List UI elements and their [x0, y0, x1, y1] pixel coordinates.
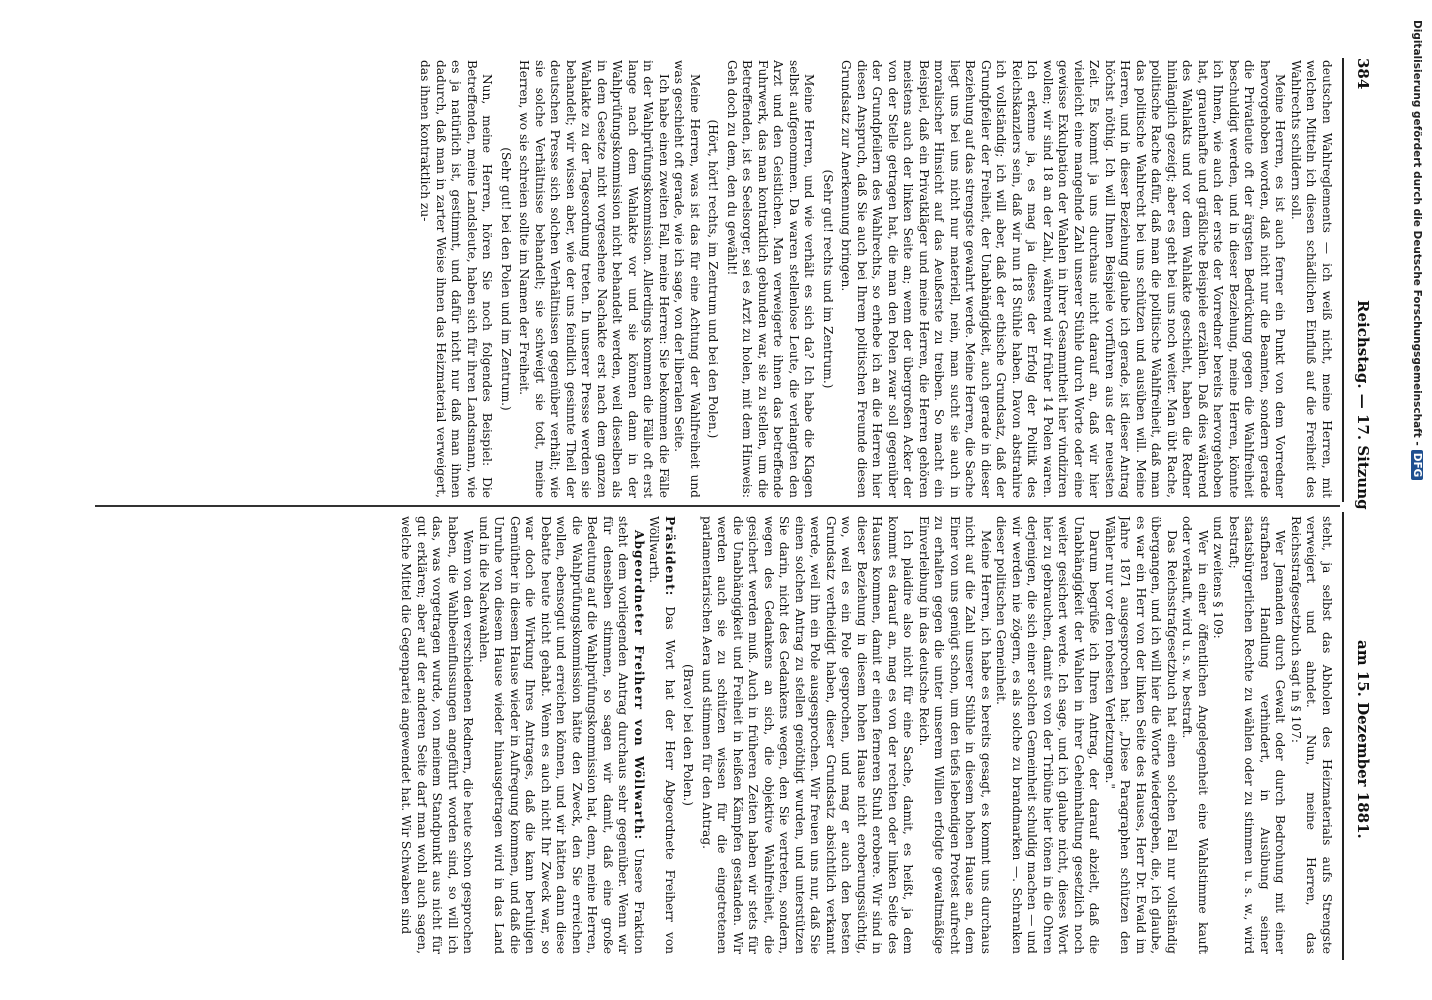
left-column	[94, 60, 1334, 498]
left-column-paragraph: Ich habe einen zweiten Fall, meine Herren: Sie bekommen die Fälle in der Wahlprüfungskommission. Allerdings kommen die Fälle oft erst lange nach dem Wahlakte vor und sie können dann in der Wahlprüfungskommission nicht behandelt werden, weil dieselben als in dem Gesetze nicht vorgesehene Nachakte erst nach dem ganzen Wahlakte zu der Tagesordnung treten. In unserer Presse werden sie behandelt; wir wissen aber, wie der uns feindlich gesinnte Theil der deutschen Presse sich solchen Verhältnissen gegenüber verhält; wie sie solche Verhältnisse behandelt; sie schweigt sie todt, meine Herren, wo sie schreien sollte im Namen der Freiheit.	[517, 60, 671, 498]
left-column-interjection: (Sehr gut! bei den Polen und im Zentrum.)	[499, 147, 513, 411]
speech-text: Unsere Fraktion steht dem vorliegenden Antrag durchaus sehr gegenüber. Wenn wir für denselben stimmen, so sagen wir damit, daß eine große Bedeutung auf die Wahlprüfungskommission hat, denn, meine Herren, die Wahlprüfungskommission hätte den Zweck, den Sie erreichen wollen, ebensogut und erreichen können, und wir hätten dann diese Debatte heute nicht gehabt. Wenn es auch nicht Ihr Zweck war, so war doch die Wirkung Ihres Antrages, daß die kann beruhigen Gemüther in diesem Hause wieder in Aufregung kommen, und daß die Unruhe von diesem Hause wieder hinausgetragen wird in das Land und in die Nachwahlen.	[477, 516, 646, 954]
right-column-paragraph: und zweitens § 109:	[1211, 516, 1226, 639]
right-column-paragraph	[646, 516, 677, 954]
right-column-paragraph: Wer Jemanden durch Gewalt oder durch Bedrohung mit einer strafbaren Handlung verhindert, in Ausübung seiner staatsbürgerlichen Rechte zu wählen oder zu stimmen u. s. w., wird bestraft;	[1227, 516, 1288, 954]
speech-text: Das Wort hat der Herr Abgeordnete Freiherr von Wöllwarth.	[647, 516, 677, 954]
right-column-paragraph: Ich plaidire also nicht für eine Sache, damit, es heißt, ja dem kommt es darauf an, mag es von der rechten oder linken Seite des Hauses kommen, damit er einen ferneren Stuhl erobere. Wir sind in dieser Beziehung in diesem hohen Hause nicht eroberungssüchtig, wo, weil es ein Pole gesprochen, und mag er auch den besten Grundsatz vertheidigt haben, dieser Grundsatz absichtlich verkannt werde, weil ihn ein Pole ausgesprochen. Wir freuen uns nur, daß Sie einen solchen Antrag zu stellen genöthigt wurden, und unterstützen Sie darin, nicht des Gedankens wegen, den Sie vertreten, sondern, wegen des Gedankens an sich, die objektive Wahlfreiheit, die gesichert werden muß. Auch in früheren Zeiten haben wir stets für die Unabhängigkeit und Freiheit in heißen Kämpfen gestanden. Wir werden auch sie zu schützen wissen für die eingetretenen parlamentarischen Aera und stimmen für den Antrag.	[700, 516, 916, 954]
left-column-paragraph: Meine Herren, es ist auch ferner ein Punkt von dem Vorredner hervorgehoben worden, daß nicht nur die Beamten, sondern gerade die Privatleute oft der ärgsten Bedrückung gegen die Wahlfreiheit beschuldigt werden, und in dieser Beziehung, meine Herren, könnte ich Ihnen, wie auch der erste der Vorredner bereits hervorgehoben hat, grauenhafte und gräßliche Beispiele erzählen. Daß dies während des Wahlakts und vor dem Wahlakte geschieht, haben die Redner hinlänglich gezeigt; aber es geht bei uns noch weiter. Man übt Rache, politische Rache dafür, daß man die politische Wahlfreiheit, daß man das politische Wahlrecht bei uns schützen und ausüben will. Meine Herren, und in dieser Beziehung glaube ich gerade, ist dieser Antrag höchst nöthig. Ich will Ihnen Beispiele vorführen aus der neuesten Zeit. Es kommt ja uns durchaus nicht darauf an, daß wir hier vielleicht eine mangelnde Zahl unserer Stühle durch Worte oder eine gewisse Exkulpation der Wahlen in ihrer Gesammtheit hier vindiziren wollen; wir sind 18 an der Zahl, während wir früher 14 Polen waren. Ich erkenne ja, es mag ja dieses der Erfolg der Politik des Reichskanzlers sein, daß wir nun 18 Stühle haben. Davon abstrahire ich vollständig; ich will aber, daß der ethische Grundsatz, daß der Grundpfeiler der Freiheit, der Unabhängigkeit, auch gerade in dieser Beziehung auf das strengste gewahrt werde. Meine Herren, die Sache liegt uns bei uns nicht nur materiell, nein, man sucht sie auch in moralischer Hinsicht auf das Aeußerste zu treiben. So macht ein Beispiel, daß ein Privatkläger und meine Herren, die Herren gehören meistens auch der linken Seite an; wenn der übergroßen Acker der von der Stelle getragen hat, die man den Polen zwar soll gegenüber der Grundpfeilern des Wahlrechts, so erhebe ich an die Herren hier diesen Anspruch, daß Sie auch bei Ihrem politischen Freunde diesen Grundsatz zur Anerkennung bringen.	[839, 60, 1288, 498]
speaker-name: Präsident:	[663, 516, 677, 597]
right-column	[94, 516, 1334, 954]
dfg-credit-text: Digitalisierung gefördert durch die Deutsche Forschungsgemeinschaft -	[1411, 20, 1423, 446]
running-head-right: am 15. Dezember 1881.	[1354, 640, 1372, 839]
right-column-paragraph: Das Reichsstrafgesetzbuch hat einen solchen Fall nur vollständig übergangen, und ich will hier die Worte wiedergeben, die, ich glaube, es war ein Herr von der linken Seite des Hauses, Herr Dr. Ewald im Jahre 1871 ausgesprochen hat: „Diese Paragraphen schützen den Wähler nur vor den rohesten Verletzungen."	[1103, 516, 1179, 954]
left-column-paragraph: Nun, meine Herren, hören Sie noch folgendes Beispiel: Die Betreffenden, meine Landsleute, haben sich für ihren Landsmann, wie es ja natürlich ist, gestimmt, und dafür nicht nur daß man ihnen dadurch, daß man in zarter Weise ihnen das Heizmaterial verweigert, das ihnen kontraktlich zu-	[418, 60, 495, 498]
running-head-left: Reichstag. — 17. Sitzung	[1354, 300, 1372, 510]
right-column-paragraph: Meine Herren, ich habe es bereits gesagt, es kommt uns durchaus nicht auf die Zahl unserer Stühle in diesem hohen Hause an, dem Einer von uns genügt schon, um den tiefs lebendigen Protest aufrecht zu erhalten gegen die unter unserem Willen erfolgte gewaltmäßige Einverleibung in das deutsche Reich.	[917, 516, 993, 954]
right-column-paragraph: Wenn von den verschiedenen Rednern, die heute schon gesprochen haben, die Wahlbeeinflussungen angeführt worden sind, so will ich das, was vorgetragen wurde, von meinem Standpunkt aus nicht für gut erklären; aber auf der anderen Seite darf man wohl auch sagen, welche Mittel die Gegenpartei angewendet hat. Wir Schwaben sind	[399, 516, 476, 954]
page-number: 384	[1354, 58, 1372, 90]
header-rule-right	[1342, 512, 1344, 960]
dfg-credit-line	[1405, 20, 1425, 980]
right-column-paragraph: Darum begrüße ich Ihren Antrag, der darauf abzielt, daß die Unabhängigkeit der Wahlen in ihrer Geheimhaltung gesetzlich noch weiter gesichert werde. Ich sage, und ich glaube nicht, dieses Wort hier zu gebrauchen, damit es von der Tribüne hier tönen in die Ohren derjenigen, die sich einer solchen Gemeinheit schuldig machen — und wir werden nie zögern, es als solche zu brandmarken —. Schranken dieser politischen Gemeinheit.	[994, 516, 1102, 954]
column-divider	[95, 505, 1340, 507]
right-column-paragraph	[476, 516, 647, 954]
speaker-name: Abgeordneter Freiherr von Wöllwarth:	[632, 530, 646, 841]
left-column-interjection: (Hört, hört! rechts, im Zentrum und bei den Polen.)	[706, 119, 721, 439]
left-column-interjection: (Sehr gut! rechts und im Zentrum.)	[821, 169, 835, 389]
right-column-paragraph: Wer in einer öffentlichen Angelegenheit eine Wahlstimme kauft oder verkauft, wird u. s. w. bestraft.	[1180, 516, 1210, 954]
right-column-interjection: (Bravo! bei den Polen.)	[681, 664, 696, 806]
left-column-paragraph: Meine Herren, und wie verhält es sich da? Ich habe die Klagen selbst aufgenommen. Da waren stellenlose Leute, die verlangten den Arzt und den Geistlichen. Man verweigerte ihnen das betreffende Fuhrwerk, das man kontraktlich gebunden war, sie zu stellen, um die Betreffenden, ist es Seelsorger, sei es Arzt zu holen, mit dem Hinweis: Geh doch zu dem, den du gewählt!	[725, 60, 817, 498]
left-column-paragraph: Meine Herren, was ist das für eine Achtung der Wahlfreiheit und was geschieht oft gerade, wie ich sage, von der liberalen Seite.	[672, 60, 702, 498]
left-column-paragraph: deutschen Wahlreglements — ich weiß nicht, meine Herren, mit welchen Mitteln ich diesen schädlichen Einfluß auf die Freiheit des Wahlrechts schildern soll.	[1289, 60, 1334, 498]
right-column-paragraph: steht, ja selbst das Abholen des Heizmaterials aufs Strengste verweigert und ahndet. Nun, meine Herren, das Reichsstrafgesetzbuch sagt in § 107:	[1289, 516, 1334, 954]
dfg-logo: DFG	[1411, 450, 1423, 481]
header-rule-left	[1342, 58, 1344, 502]
